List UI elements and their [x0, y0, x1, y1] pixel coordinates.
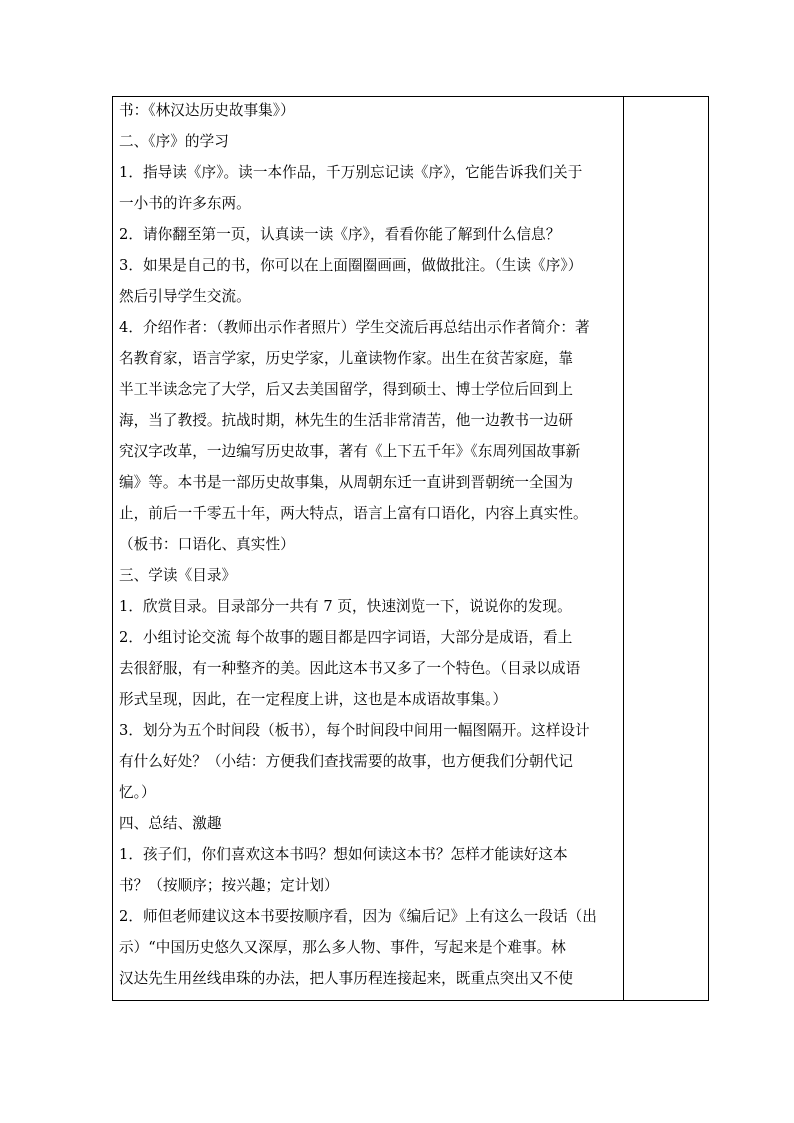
text-line: 究汉字改革，一边编写历史故事，著有《上下五千年》《东周列国故事新 [119, 443, 581, 460]
text-line: 2．请你翻至第一页，认真读一读《序》，看看你能了解到什么信息？ [119, 226, 561, 243]
text-line: 二、《序》的学习 [119, 133, 229, 150]
lesson-plan-table [112, 96, 709, 1001]
text-line: 有什么好处？（小结：方便我们查找需要的故事，也方便我们分朝代记 [119, 753, 573, 770]
text-line: 去很舒服，有一种整齐的美。因此这本书又多了一个特色。（目录以成语 [119, 660, 581, 677]
text-line: 2．小组讨论交流 每个故事的题目都是四字词语，大部分是成语，看上 [119, 629, 573, 646]
text-line: 海，当了教授。抗战时期，林先生的生活非常清苦，他一边教书一边研 [119, 412, 573, 429]
text-line: 止，前后一千零五十年，两大特点，语言上富有口语化，内容上真实性。 [119, 505, 588, 522]
text-line: 然后引导学生交流。 [119, 288, 251, 305]
text-line: 书：《林汉达历史故事集》） [119, 102, 295, 119]
text-line: 2．师但老师建议这本书要按顺序看，因为《编后记》上有这么一段话（出 [119, 908, 597, 925]
text-line: 一小书的许多东两。 [119, 195, 251, 212]
text-line: 半工半读念完了大学，后又去美国留学，得到硕士、博士学位后回到上 [119, 381, 573, 398]
text-line: 1．孩子们，你们喜欢这本书吗？想如何读这本书？怎样才能读好这本 [119, 846, 568, 863]
text-line: 书？（按顺序；按兴趣；定计划） [119, 877, 339, 894]
text-line: 忆。） [119, 784, 156, 801]
text-line: 形式呈现，因此，在一定程度上讲，这也是本成语故事集。） [119, 691, 508, 708]
text-line: 汉达先生用丝线串珠的办法，把人事历程连接起来，既重点突出又不使 [119, 970, 573, 987]
text-line: 三、学读《目录》 [119, 567, 237, 584]
text-line: 名教育家，语言学家，历史学家，儿童读物作家。出生在贫苦家庭，靠 [119, 350, 573, 367]
text-line: 1．指导读《序》。读一本作品，千万别忘记读《序》，它能告诉我们关于 [119, 164, 583, 181]
text-line: 编》等。本书是一部历史故事集，从周朝东迁一直讲到晋朝统一全国为 [119, 474, 573, 491]
text-line: 示）“中国历史悠久又深厚，那么多人物、事件，写起来是个难事。林 [119, 939, 566, 956]
text-line: 3．如果是自己的书，你可以在上面圈圈画画，做做批注。（生读《序》） [119, 257, 583, 274]
text-line: 1．欣赏目录。目录部分一共有 7 页，快速浏览一下，说说你的发现。 [119, 598, 572, 615]
text-line: （板书：口语化、真实性） [119, 536, 295, 553]
text-line: 4．介绍作者：（教师出示作者照片）学生交流后再总结出示作者简介：著 [119, 319, 590, 336]
lesson-content-cell [113, 97, 624, 1000]
text-line: 3．划分为五个时间段（板书），每个时间段中间用一幅图隔开。这样设计 [119, 722, 590, 739]
notes-column-cell [624, 97, 708, 1000]
text-line: 四、总结、激趣 [119, 815, 222, 832]
